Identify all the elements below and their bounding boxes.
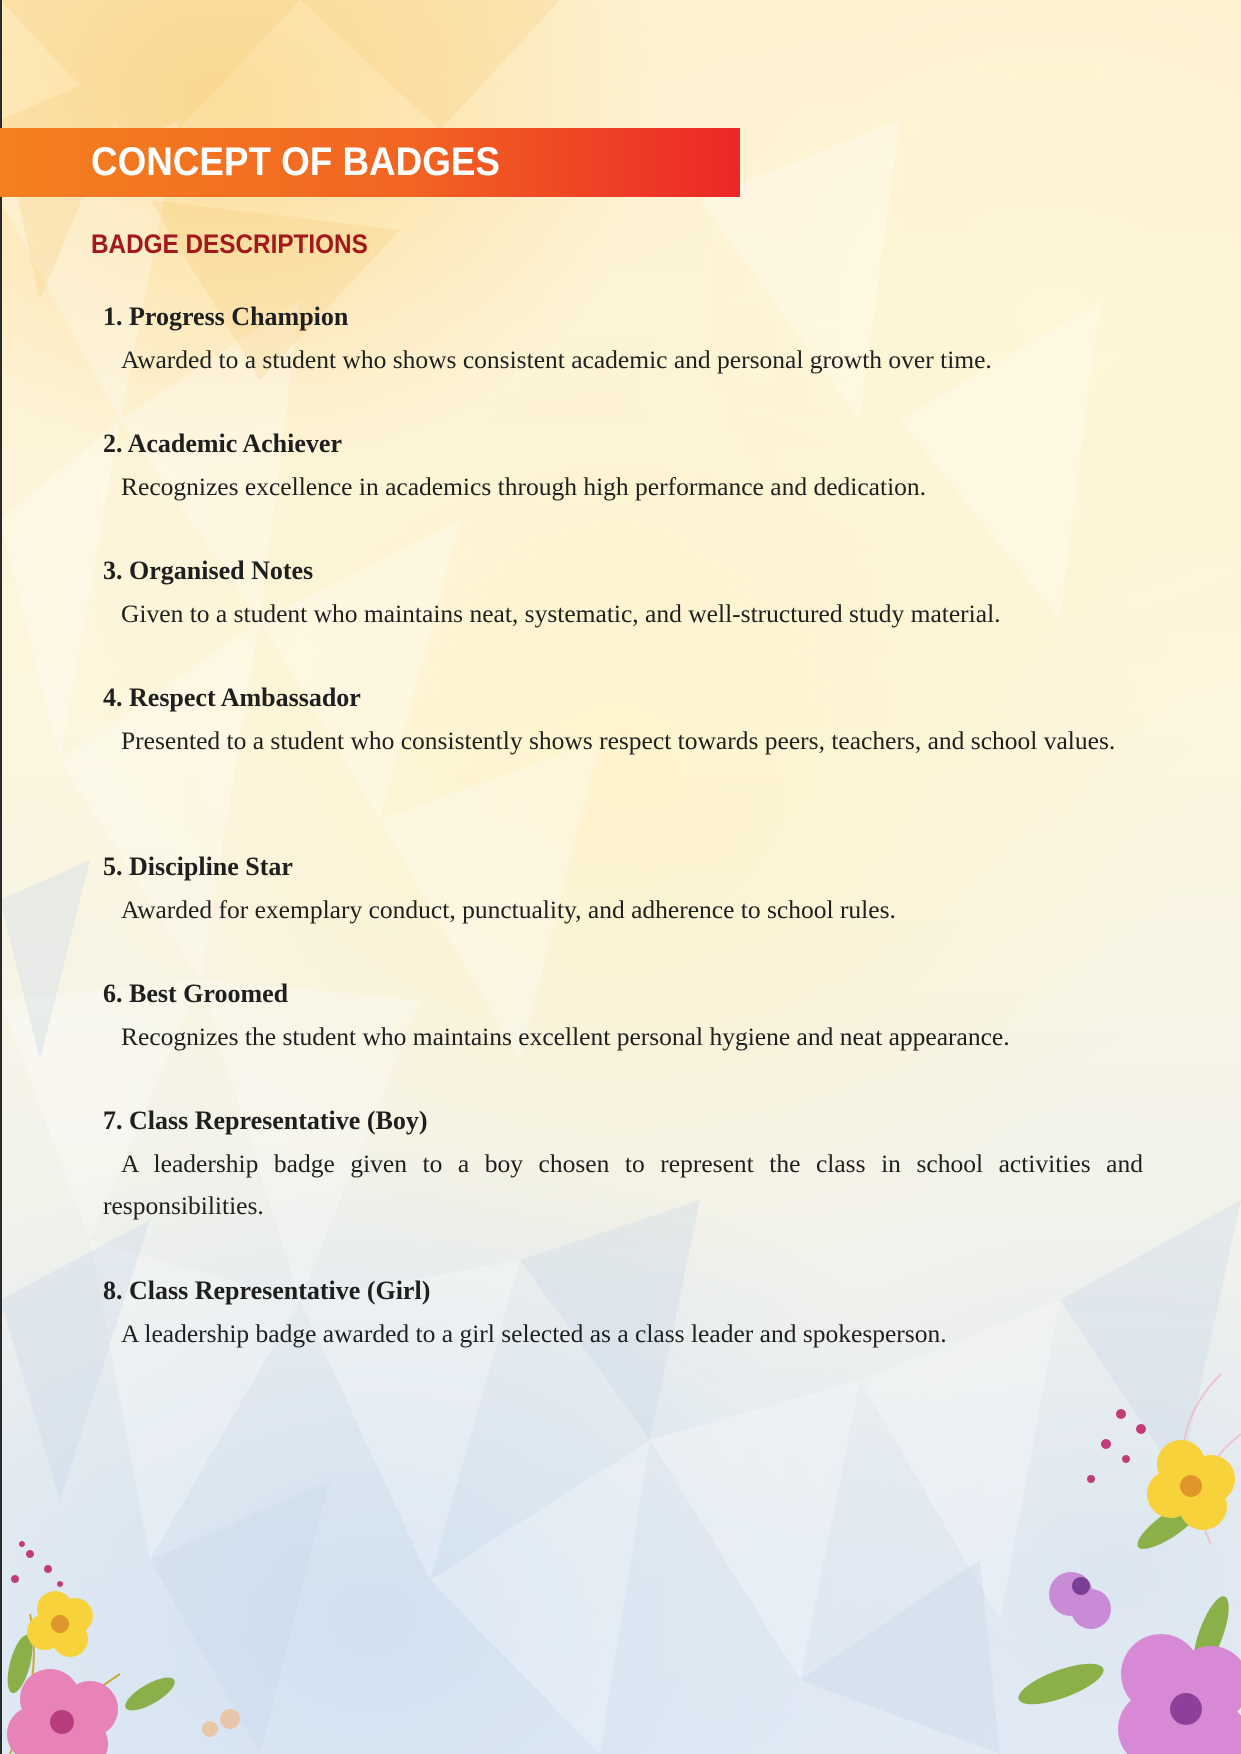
badge-item: [103, 849, 1143, 931]
badge-description: A leadership badge given to a boy chosen to represent the class in school activities and responsibilities.: [103, 1149, 1143, 1220]
badge-description: A leadership badge awarded to a girl selected as a class leader and spokesperson.: [121, 1319, 947, 1348]
floral-decoration-right: [941, 1354, 1241, 1754]
badge-item: [103, 1273, 1143, 1355]
badge-title: 6. Best Groomed: [103, 979, 289, 1008]
badge-title: 8. Class Representative (Girl): [103, 1276, 431, 1305]
badge-title: 3. Organised Notes: [103, 556, 314, 585]
page-edge-line: [0, 0, 2, 1754]
section-subtitle: BADGE DESCRIPTIONS: [91, 229, 368, 259]
badge-description: Given to a student who maintains neat, systematic, and well-structured study material.: [121, 599, 1001, 628]
badge-item: [103, 680, 1143, 762]
badge-title: 5. Discipline Star: [103, 852, 293, 881]
page-title: CONCEPT OF BADGES: [91, 140, 500, 184]
badge-title: 4. Respect Ambassador: [103, 683, 361, 712]
badge-description: Presented to a student who consistently shows respect towards peers, teachers, and school values.: [121, 726, 1116, 755]
badge-title: 7. Class Representative (Boy): [103, 1106, 428, 1135]
badge-title: 1. Progress Champion: [103, 302, 349, 331]
badge-item: [103, 976, 1143, 1058]
badge-item: [103, 299, 1143, 381]
floral-decoration-left: [0, 1504, 270, 1754]
badge-item: [103, 1103, 1143, 1227]
badge-item: [103, 553, 1143, 635]
badge-description: Recognizes the student who maintains excellent personal hygiene and neat appearance.: [121, 1022, 1010, 1051]
badge-description: Awarded for exemplary conduct, punctuality, and adherence to school rules.: [121, 895, 896, 924]
badge-description: Recognizes excellence in academics through high performance and dedication.: [121, 472, 927, 501]
badge-title: 2. Academic Achiever: [103, 429, 342, 458]
badge-item: [103, 426, 1143, 508]
badge-description: Awarded to a student who shows consistent academic and personal growth over time.: [121, 345, 992, 374]
